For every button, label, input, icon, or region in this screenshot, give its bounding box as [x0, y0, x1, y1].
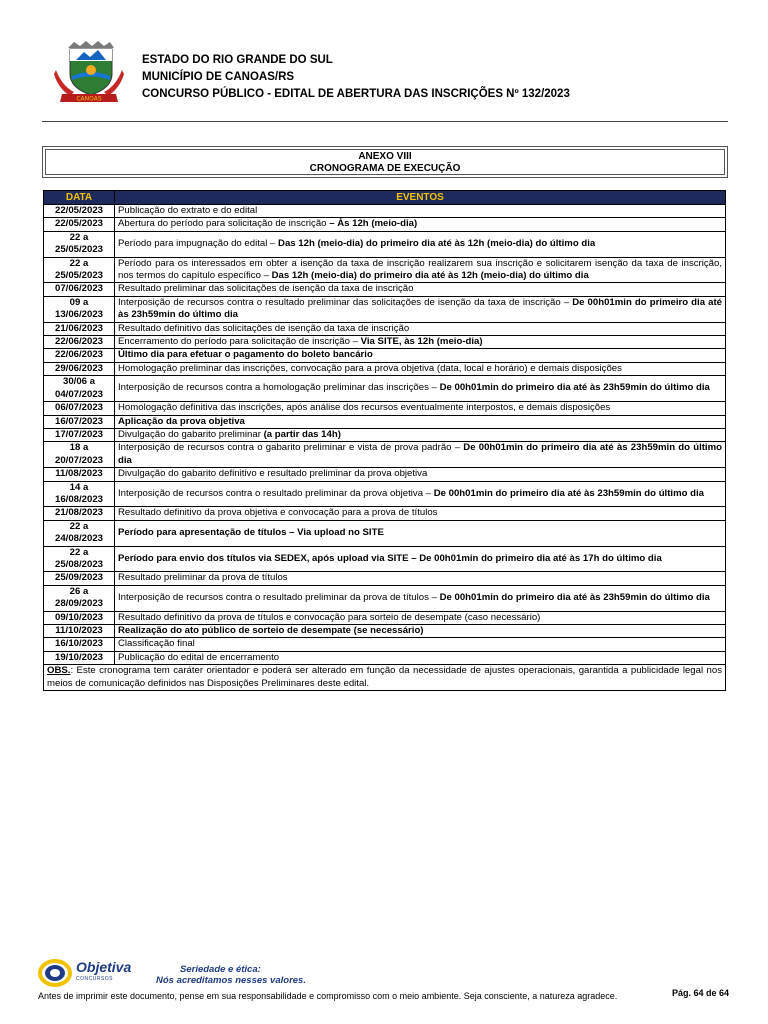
- event-text-bold: Realização do ato público de sorteio de desempate (se necessário): [118, 625, 424, 636]
- table-row: [44, 442, 726, 468]
- event-text: Resultado preliminar das solicitações de isenção da taxa de inscrição: [118, 283, 414, 295]
- row-date: 22 a 25/05/2023: [44, 257, 115, 283]
- row-date: 22 a 25/05/2023: [44, 231, 115, 257]
- row-date: 16/07/2023: [44, 415, 115, 428]
- row-event: [115, 415, 726, 428]
- header-state: ESTADO DO RIO GRANDE DO SUL: [142, 54, 333, 66]
- event-text: Classificação final: [118, 638, 195, 650]
- observation-label: OBS.: [47, 665, 71, 677]
- event-text: Homologação preliminar das inscrições, convocação para a prova objetiva (data, local e horário) e demais disposições: [118, 362, 622, 374]
- row-event: [115, 651, 726, 664]
- event-text: Interposição de recursos contra o gabarito preliminar e vista de prova padrão –: [118, 442, 464, 454]
- table-row: [44, 611, 726, 624]
- event-text-bold: Das 12h (meio-dia) do primeiro dia até às 12h (meio-dia) do último dia: [271, 270, 589, 282]
- row-date: 17/07/2023: [44, 428, 115, 441]
- table-row: [44, 520, 726, 546]
- row-date: 22/05/2023: [44, 205, 115, 218]
- row-event: [115, 231, 726, 257]
- row-event: [115, 336, 726, 349]
- table-row: [44, 349, 726, 362]
- event-text-bold: De 00h01min do primeiro dia até às 23h59min do último dia: [439, 591, 710, 603]
- table-row: [44, 336, 726, 349]
- event-text-bold: De 00h01min do primeiro dia até às 23h59min do último dia: [118, 296, 723, 321]
- row-event: [115, 218, 726, 231]
- table-row: [44, 481, 726, 507]
- crest-banner-text: CANOAS: [76, 95, 102, 103]
- row-date: 21/08/2023: [44, 507, 115, 520]
- event-text-bold: Último dia para efetuar o pagamento do boleto bancário: [118, 349, 373, 361]
- row-date: 11/08/2023: [44, 468, 115, 481]
- event-text-bold: Aplicação da prova objetiva: [118, 415, 245, 427]
- row-event: [115, 442, 726, 468]
- row-date: 07/06/2023: [44, 283, 115, 296]
- row-event: [115, 611, 726, 624]
- page-number: Pág. 64 de 64: [672, 988, 730, 998]
- table-row: [44, 257, 726, 283]
- column-header-date: DATA: [44, 191, 115, 205]
- row-date: 06/07/2023: [44, 402, 115, 415]
- event-text-bold: De 00h01min do primeiro dia até às 23h59min do último dia: [439, 382, 710, 394]
- event-text: Interposição de recursos contra o resultado preliminar da prova de títulos –: [118, 591, 440, 603]
- table-row: [44, 296, 726, 322]
- event-text-bold: De 00h01min do primeiro dia até às 23h59min do último dia: [433, 487, 705, 499]
- row-event: [115, 625, 726, 638]
- row-event: [115, 205, 726, 218]
- table-row: [44, 218, 726, 231]
- table-row: [44, 638, 726, 651]
- document-header: [48, 40, 728, 112]
- row-event: [115, 283, 726, 296]
- row-date: 22/05/2023: [44, 218, 115, 231]
- event-text: Publicação do edital de encerramento: [118, 651, 280, 663]
- row-date: 18 a 20/07/2023: [44, 442, 115, 468]
- table-row: [44, 322, 726, 335]
- row-event: [115, 376, 726, 402]
- table-row: [44, 283, 726, 296]
- event-text-bold: (a partir das 14h): [263, 428, 341, 440]
- row-date: 16/10/2023: [44, 638, 115, 651]
- table-row: [44, 402, 726, 415]
- row-date: 26 a 28/09/2023: [44, 585, 115, 611]
- row-date: 29/06/2023: [44, 362, 115, 375]
- event-text-bold: Via SITE, às 12h (meio-dia): [360, 336, 483, 348]
- table-row: [44, 205, 726, 218]
- table-header-row: [44, 191, 726, 205]
- table-row: [44, 546, 726, 572]
- event-text: Encerramento do período para solicitação de inscrição –: [118, 336, 361, 348]
- annex-title-box: [42, 146, 728, 178]
- observation-text: : Este cronograma tem caráter orientador e poderá ser alterado em função da necessidade de ajustes operacionais, garantida a publicidade legal nos meios de comunicação definidos nas Disposições Preliminares deste edital.: [47, 665, 722, 689]
- header-text-block: [142, 52, 570, 103]
- row-event: [115, 296, 726, 322]
- table-row: [44, 231, 726, 257]
- event-text: Interposição de recursos contra o resultado preliminar da prova objetiva –: [118, 487, 434, 499]
- annex-title: ANEXO VIII: [358, 151, 412, 162]
- table-row: [44, 507, 726, 520]
- objetiva-logo: [38, 959, 158, 989]
- event-text-bold: – Às 12h (meio-dia): [329, 218, 418, 230]
- event-text-bold: Das 12h (meio-dia) do primeiro dia até às 12h (meio-dia) do último dia: [278, 238, 596, 250]
- row-event: [115, 585, 726, 611]
- observation-cell: [44, 665, 726, 691]
- event-text: Interposição de recursos contra a homologação preliminar das inscrições –: [118, 382, 440, 394]
- row-event: [115, 322, 726, 335]
- table-row: [44, 585, 726, 611]
- event-text: Divulgação do gabarito definitivo e resultado preliminar da prova objetiva: [118, 468, 428, 480]
- row-date: 22 a 25/08/2023: [44, 546, 115, 572]
- annex-subtitle: CRONOGRAMA DE EXECUÇÃO: [309, 163, 461, 174]
- row-event: [115, 507, 726, 520]
- logo-name: Objetiva: [76, 959, 132, 975]
- environment-note: Antes de imprimir este documento, pense em sua responsabilidade e compromisso com o meio ambiente. Seja consciente, a natureza agradece.: [38, 991, 618, 1001]
- slogan-line-2: Nós acreditamos nesses valores.: [156, 975, 306, 986]
- table-row: [44, 651, 726, 664]
- event-text: Abertura do período para solicitação de inscrição: [118, 218, 330, 230]
- event-text: Resultado definitivo da prova objetiva e convocação para a prova de títulos: [118, 507, 438, 519]
- event-text: Divulgação do gabarito preliminar: [118, 428, 264, 440]
- event-text: Homologação definitiva das inscrições, após análise dos recursos eventualmente interpostos, e demais disposições: [118, 402, 611, 414]
- table-row: [44, 376, 726, 402]
- event-text: Período para os interessados em obter a isenção da taxa de inscrição realizarem sua inscrição e solicitarem isenção da taxa de inscrição, nos termos do capítulo específico –: [118, 257, 722, 282]
- table-row: [44, 468, 726, 481]
- table-row: [44, 572, 726, 585]
- row-date: 25/09/2023: [44, 572, 115, 585]
- header-contest-title: CONCURSO PÚBLICO - EDITAL DE ABERTURA DAS INSCRIÇÕES Nº 132/2023: [142, 88, 570, 100]
- header-divider: [42, 121, 728, 122]
- table-row: [44, 428, 726, 441]
- observation-row: [44, 665, 726, 691]
- event-text-bold: De 00h01min do primeiro dia até às 23h59min do último dia: [118, 442, 722, 466]
- row-event: [115, 257, 726, 283]
- objetiva-logo-icon: [38, 959, 72, 987]
- row-event: [115, 572, 726, 585]
- row-event: [115, 520, 726, 546]
- header-municipality: MUNICÍPIO DE CANOAS/RS: [142, 71, 295, 83]
- row-event: [115, 349, 726, 362]
- slogan: [156, 964, 306, 986]
- column-header-events: EVENTOS: [115, 191, 726, 205]
- row-date: 22 a 24/08/2023: [44, 520, 115, 546]
- row-event: [115, 546, 726, 572]
- schedule-rows: [44, 205, 726, 665]
- row-event: [115, 362, 726, 375]
- event-text-bold: Período para apresentação de títulos – Via upload no SITE: [118, 526, 384, 538]
- table-row: [44, 625, 726, 638]
- event-text: Resultado definitivo das solicitações de isenção da taxa de inscrição: [118, 322, 410, 334]
- event-text-bold: Período para envio dos títulos via SEDEX, após upload via SITE – De 00h01min do primeiro dia até às 17h do último dia: [118, 552, 662, 564]
- logo-tagline: CONCURSOS: [76, 976, 114, 982]
- event-text: Interposição de recursos contra o resultado preliminar das solicitações de isenção da taxa de inscrição –: [118, 296, 573, 308]
- row-event: [115, 481, 726, 507]
- table-row: [44, 415, 726, 428]
- row-date: 14 a 16/08/2023: [44, 481, 115, 507]
- row-date: 19/10/2023: [44, 651, 115, 664]
- canoas-coat-of-arms-icon: [50, 40, 128, 106]
- row-event: [115, 468, 726, 481]
- row-date: 22/06/2023: [44, 336, 115, 349]
- schedule-table: [43, 190, 726, 691]
- row-event: [115, 638, 726, 651]
- row-date: 21/06/2023: [44, 322, 115, 335]
- row-event: [115, 428, 726, 441]
- slogan-line-1: Seriedade e ética:: [180, 964, 261, 975]
- event-text: Publicação do extrato e do edital: [118, 205, 258, 216]
- row-date: 11/10/2023: [44, 625, 115, 638]
- row-date: 22/06/2023: [44, 349, 115, 362]
- table-row: [44, 362, 726, 375]
- row-event: [115, 402, 726, 415]
- event-text: Período para impugnação do edital –: [118, 238, 279, 250]
- row-date: 30/06 a 04/07/2023: [44, 376, 115, 402]
- row-date: 09 a 13/06/2023: [44, 296, 115, 322]
- event-text: Resultado definitivo da prova de títulos e convocação para sorteio de desempate (caso necessário): [118, 611, 541, 623]
- row-date: 09/10/2023: [44, 611, 115, 624]
- event-text: Resultado preliminar da prova de títulos: [118, 572, 288, 584]
